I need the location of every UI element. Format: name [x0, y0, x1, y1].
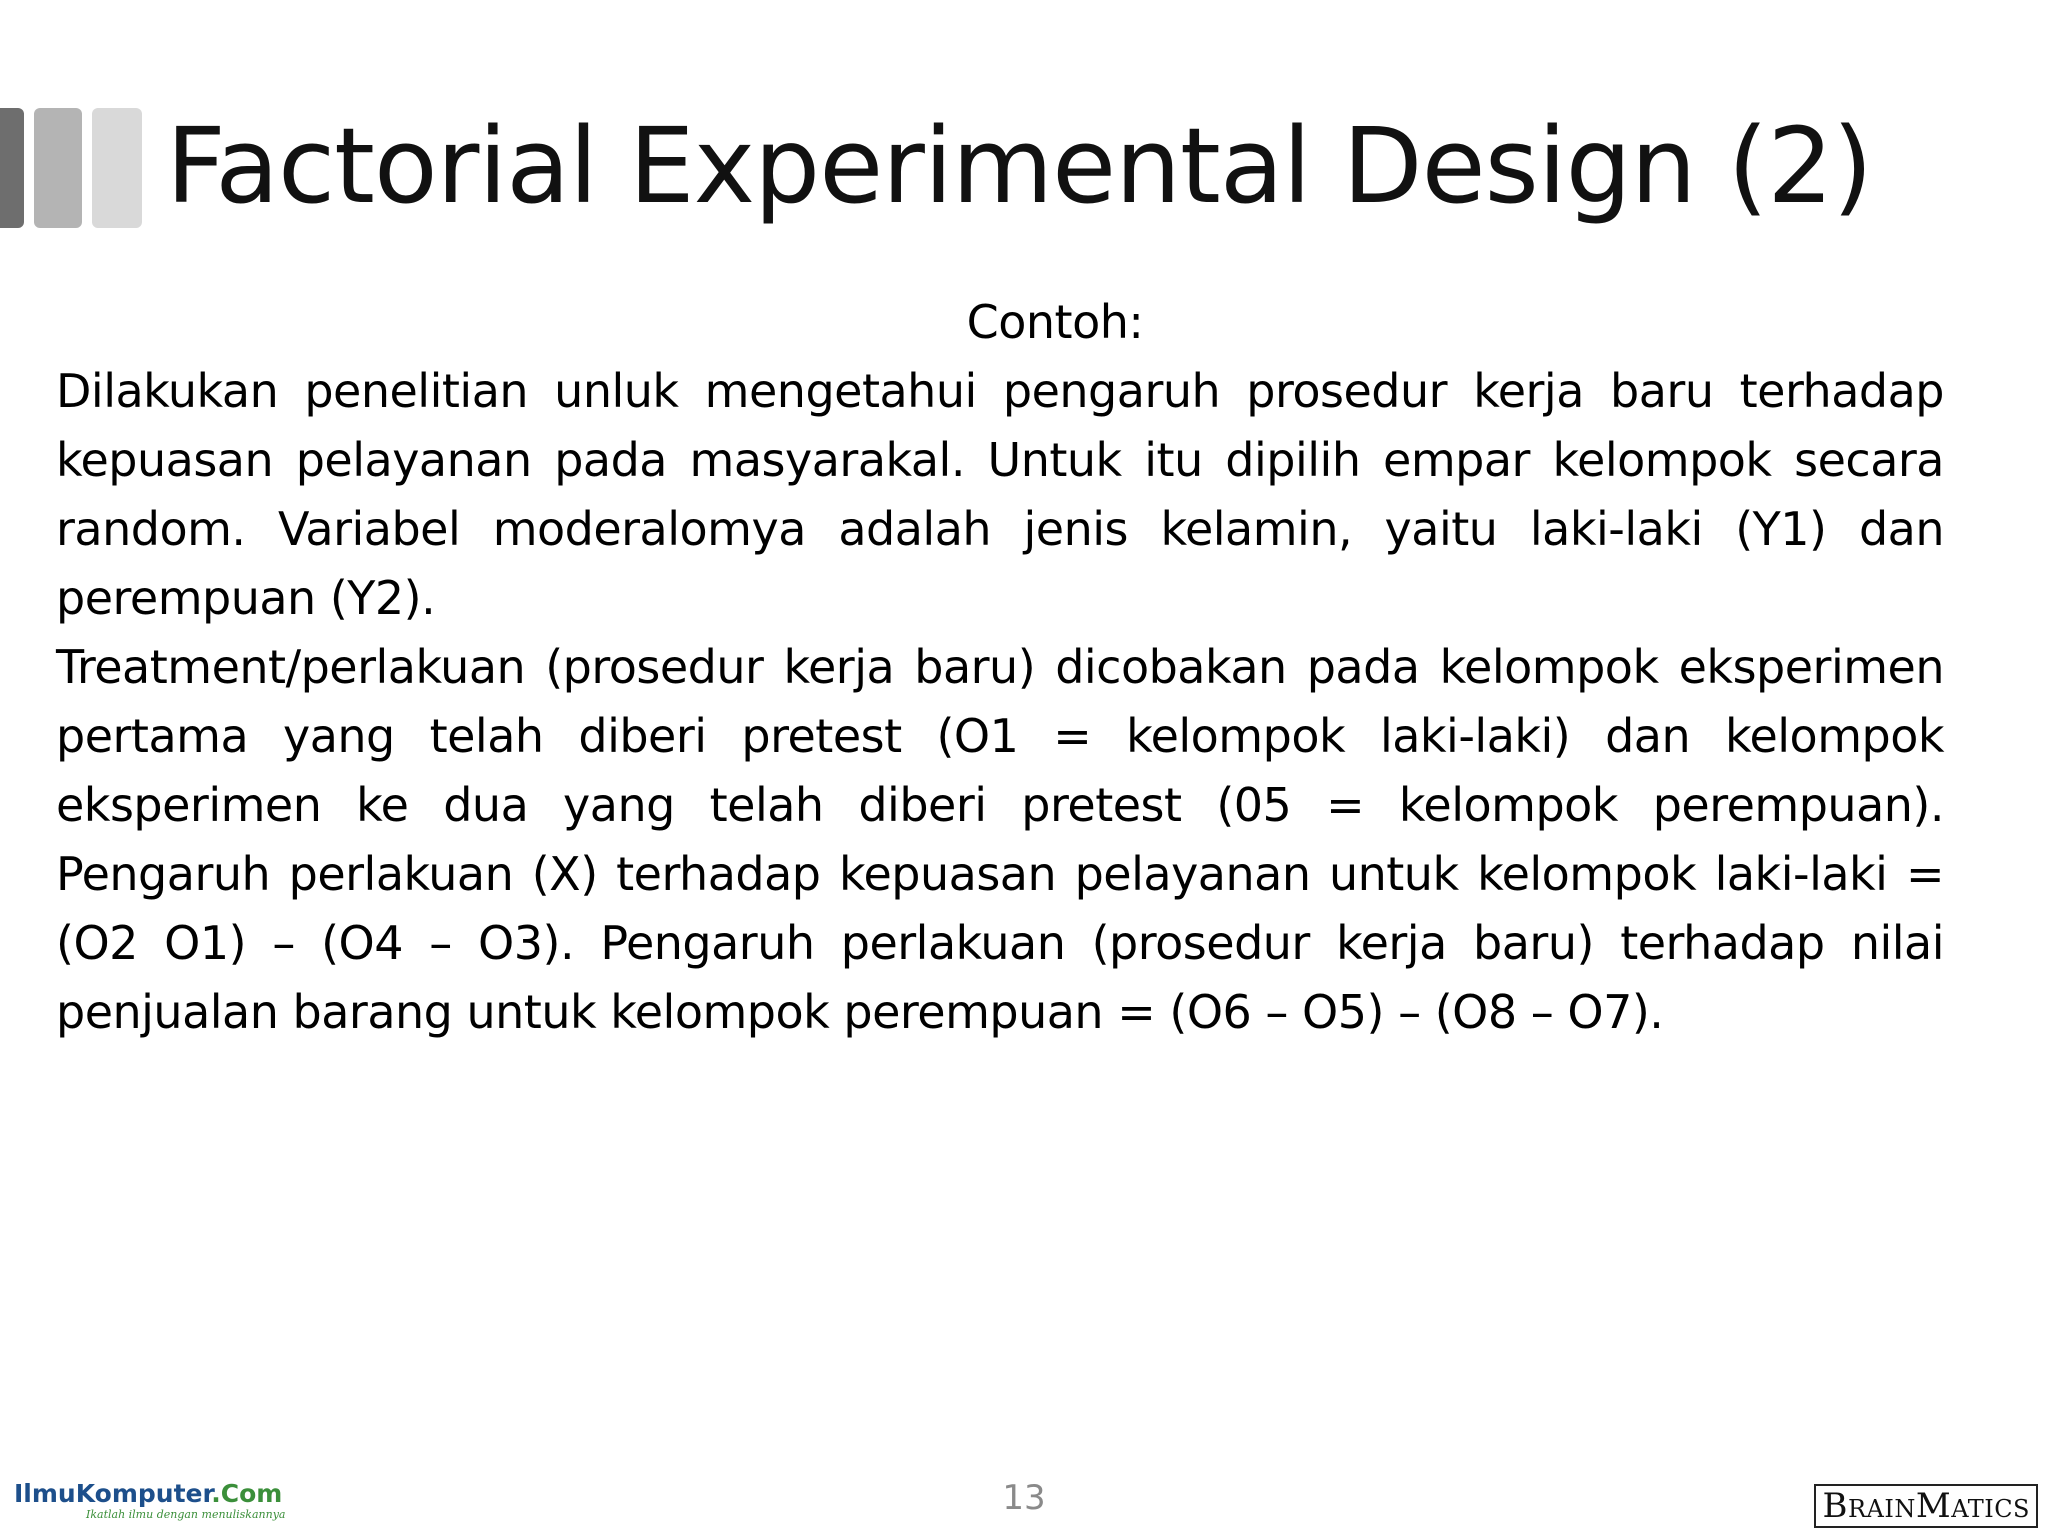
brainmatics-logo-b: B	[1822, 1486, 1848, 1526]
brainmatics-logo-m: M	[1915, 1486, 1952, 1526]
ilmukomputer-logo	[14, 1479, 286, 1526]
title-accent-bar-mid	[34, 108, 82, 228]
title-accent-bar-light	[92, 108, 142, 228]
title-accent-bars	[0, 108, 145, 228]
slide-title: Factorial Experimental Design (2)	[166, 105, 1872, 227]
brainmatics-logo-rain: RAIN	[1847, 1495, 1916, 1523]
ilmukomputer-logo-tagline: Ikatlah ilmu dengan menuliskannya	[86, 1508, 286, 1521]
title-accent-bar-dark	[0, 108, 24, 228]
slide-content	[56, 288, 1944, 1047]
content-heading: Contoh:	[966, 295, 1144, 349]
brainmatics-logo-atics: ATICS	[1951, 1495, 2030, 1523]
logo-brand-part1: IlmuKomputer	[14, 1479, 212, 1508]
content-paragraph-1: Dilakukan penelitian unluk mengetahui pengaruh prosedur kerja baru terhadap kepuasan pelayanan pada masyarakal. Untuk itu dipilih empar kelompok secara random. Variabel moderalomya adalah jenis kelamin, yaitu laki-laki (Y1) dan perempuan (Y2).	[56, 364, 1944, 625]
logo-brand-part2: .Com	[211, 1479, 283, 1508]
ilmukomputer-logo-brand	[14, 1479, 283, 1508]
brainmatics-logo	[1814, 1484, 2038, 1528]
page-number: 13	[1002, 1478, 1046, 1518]
content-paragraph-2: Treatment/perlakuan (prosedur kerja baru) dicobakan pada kelompok eksperimen pertama yang telah diberi pretest (O1 = kelompok laki-laki) dan kelompok eksperimen ke dua yang telah diberi pretest (05 = kelompok perempuan). Pengaruh perlakuan (X) terhadap kepuasan pelayanan untuk kelompok laki-laki = (O2 O1) – (O4 – O3). Pengaruh perlakuan (prosedur kerja baru) terhadap nilai penjualan barang untuk kelompok perempuan = (O6 – O5) – (O8 – O7).	[56, 640, 1944, 1039]
